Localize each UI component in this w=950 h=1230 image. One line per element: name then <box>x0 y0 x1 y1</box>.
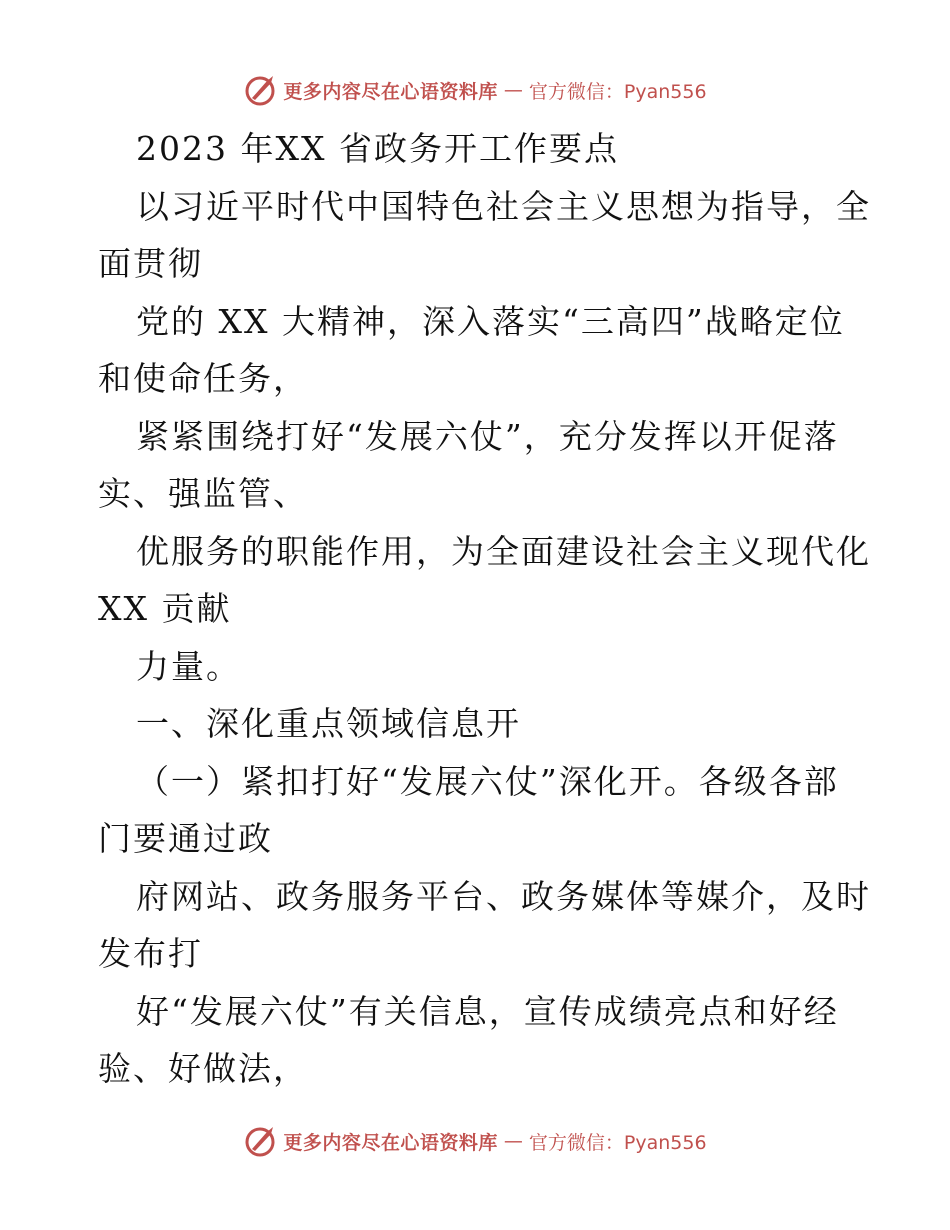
footer-watermark <box>0 1121 950 1161</box>
watermark-contact: 官方微信：Pyan556 <box>528 80 707 103</box>
paragraph-line: 好“发展六仗”有关信息，宣传成绩亮点和好经 <box>136 991 839 1031</box>
section-heading: 一、深化重点领域信息开 <box>136 704 521 743</box>
paragraph-line: 和使命任务， <box>98 359 308 398</box>
paragraph-line: 府网站、政务服务平台、政务媒体等媒介，及时 <box>136 876 871 916</box>
watermark-separator: — <box>503 1130 523 1152</box>
paragraph-line: 力量。 <box>136 646 241 686</box>
watermark-text: 更多内容尽在心语资料库 <box>283 80 498 103</box>
paragraph-line: 实、强监管、 <box>98 474 308 513</box>
paragraph-line: 党的 XX 大精神，深入落实“三高四”战略定位 <box>136 301 845 341</box>
feather-pen-circle-logo-icon <box>243 1124 277 1158</box>
document-body <box>98 120 871 1098</box>
paragraph-line: 门要通过政 <box>98 819 273 858</box>
paragraph-line: 验、好做法， <box>98 1049 308 1088</box>
paragraph-line: XX 贡献 <box>98 589 232 628</box>
watermark-separator: — <box>503 79 523 101</box>
document-title: 2023 年XX 省政务开工作要点 <box>136 129 619 168</box>
watermark-text: 更多内容尽在心语资料库 <box>283 1131 498 1154</box>
paragraph-line: 紧紧围绕打好“发展六仗”，充分发挥以开促落 <box>136 416 839 456</box>
paragraph-line: 优服务的职能作用，为全面建设社会主义现代化 <box>136 531 871 571</box>
feather-pen-circle-logo-icon <box>243 73 277 107</box>
paragraph-line: 以习近平时代中国特色社会主义思想为指导，全 <box>136 186 871 226</box>
watermark-contact: 官方微信：Pyan556 <box>528 1131 707 1154</box>
paragraph-line: 发布打 <box>98 934 203 973</box>
paragraph-line: 面贯彻 <box>98 244 203 283</box>
header-watermark <box>0 70 950 110</box>
paragraph-line: （一）紧扣打好“发展六仗”深化开。各级各部 <box>136 761 839 801</box>
